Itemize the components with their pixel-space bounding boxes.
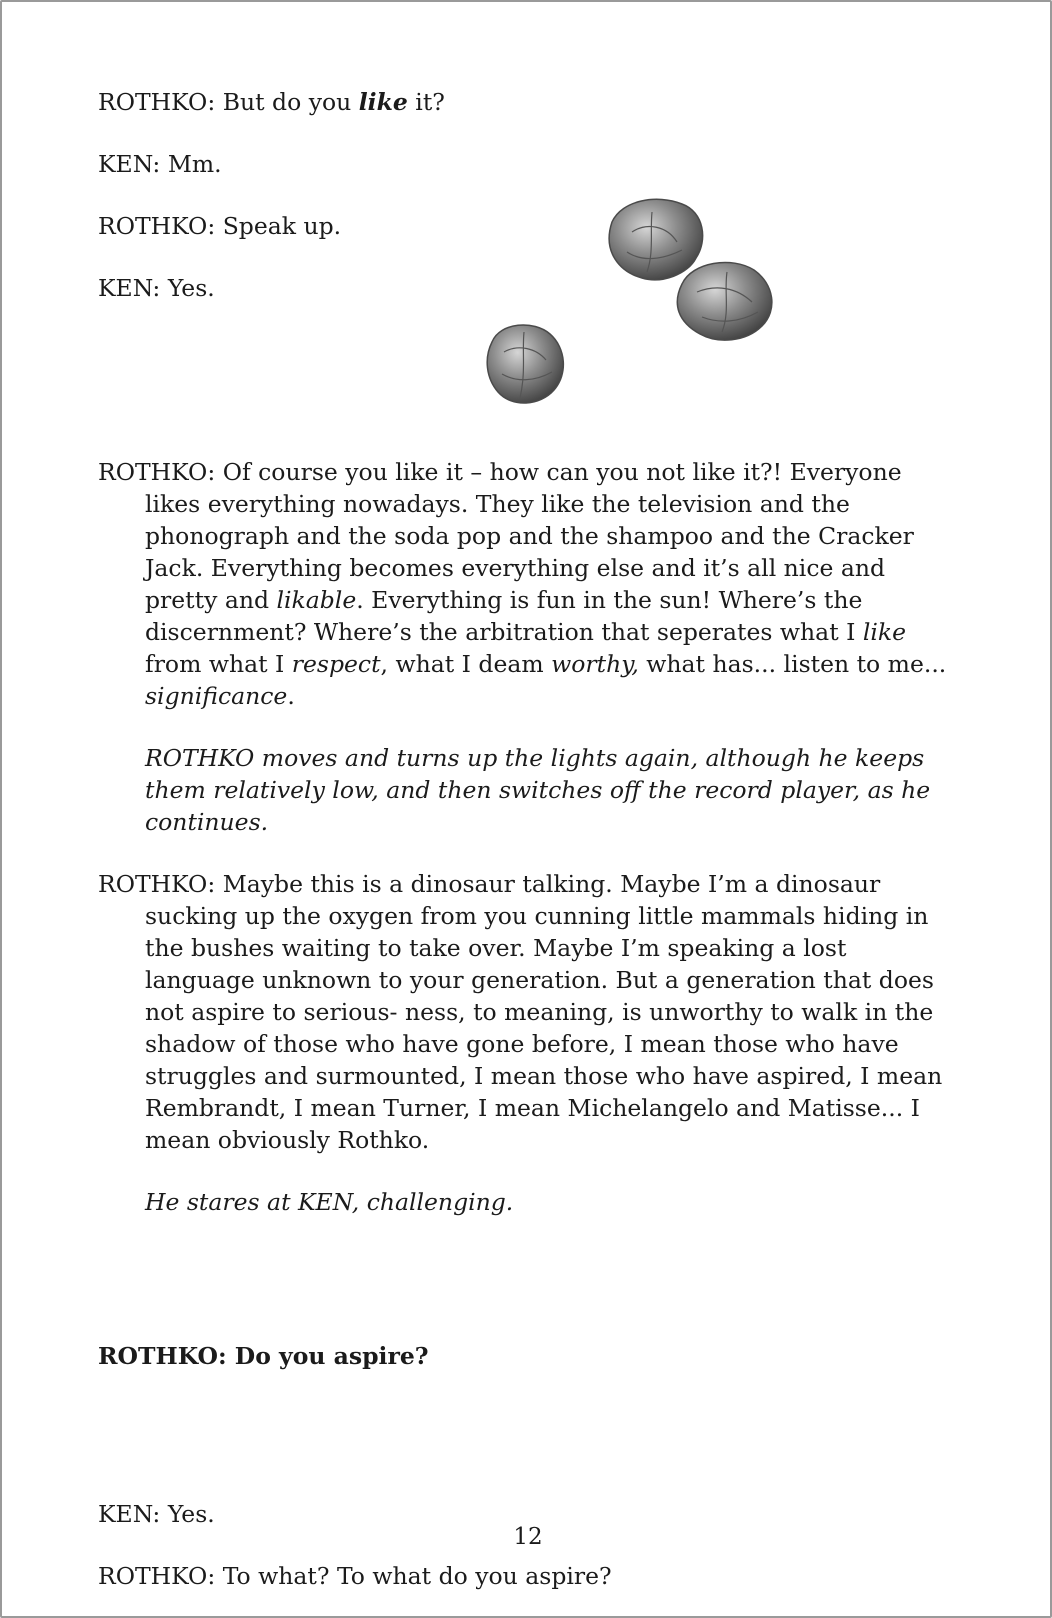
speaker: ROTHKO: (98, 88, 216, 116)
popcorn-kernel-icon (677, 262, 772, 340)
line-do-you-aspire: ROTHKO: Do you aspire? (98, 1342, 429, 1370)
popcorn-kernel-icon (487, 325, 563, 403)
stage-direction-stares: He stares at KEN, challenging. (145, 1188, 514, 1216)
line-ken-mm: KEN: Mm. (98, 150, 222, 178)
speech-dinosaur: ROTHKO: Maybe this is a dinosaur talking. Maybe I’m a dinosaur sucking up the oxygen from you cunning little mammals hiding in the bushes waiting to take over. Maybe I’m speaking a lost language unknown to your generation. But a generation that does not aspire to serious- ness, to meaning, is unworthy to walk in the shadow of those who have gone before, I mean those who have struggles and surmounted, I mean those who have aspired, I mean Rembrandt, I mean Turner, I mean Michelangelo and Matisse... I mean obviously Rothko. (98, 870, 943, 1154)
page-number: 12 (513, 1524, 543, 1550)
line-ken-yes-2: KEN: Yes. (98, 1500, 215, 1528)
stage-direction-lights: ROTHKO moves and turns up the lights again, although he keeps them relatively low, and then switches off the record player, as he continues. (145, 744, 931, 836)
line-ken-yes: KEN: Yes. (98, 274, 215, 302)
popcorn-illustration (482, 192, 822, 452)
line-to-what: ROTHKO: To what? To what do you aspire? (98, 1562, 612, 1590)
emphasis-like: like (358, 88, 408, 116)
line-rothko-like: ROTHKO: But do you like it? (98, 88, 445, 116)
line-rothko-speak-up: ROTHKO: Speak up. (98, 212, 342, 240)
popcorn-kernel-icon (609, 199, 702, 279)
speech-of-course: ROTHKO: Of course you like it – how can you not like it?! Everyone likes everything nowadays. They like the television and the phonograph and the soda pop and the shampoo and the Cracker Jack. Everything becomes everything else and it’s all nice and pretty and likable. Everything is fun in the sun! Where’s the discernment? Where’s the arbitration that seperates what I like from what I respect, what I deam worthy, what has... listen to me... significance. (98, 458, 947, 710)
